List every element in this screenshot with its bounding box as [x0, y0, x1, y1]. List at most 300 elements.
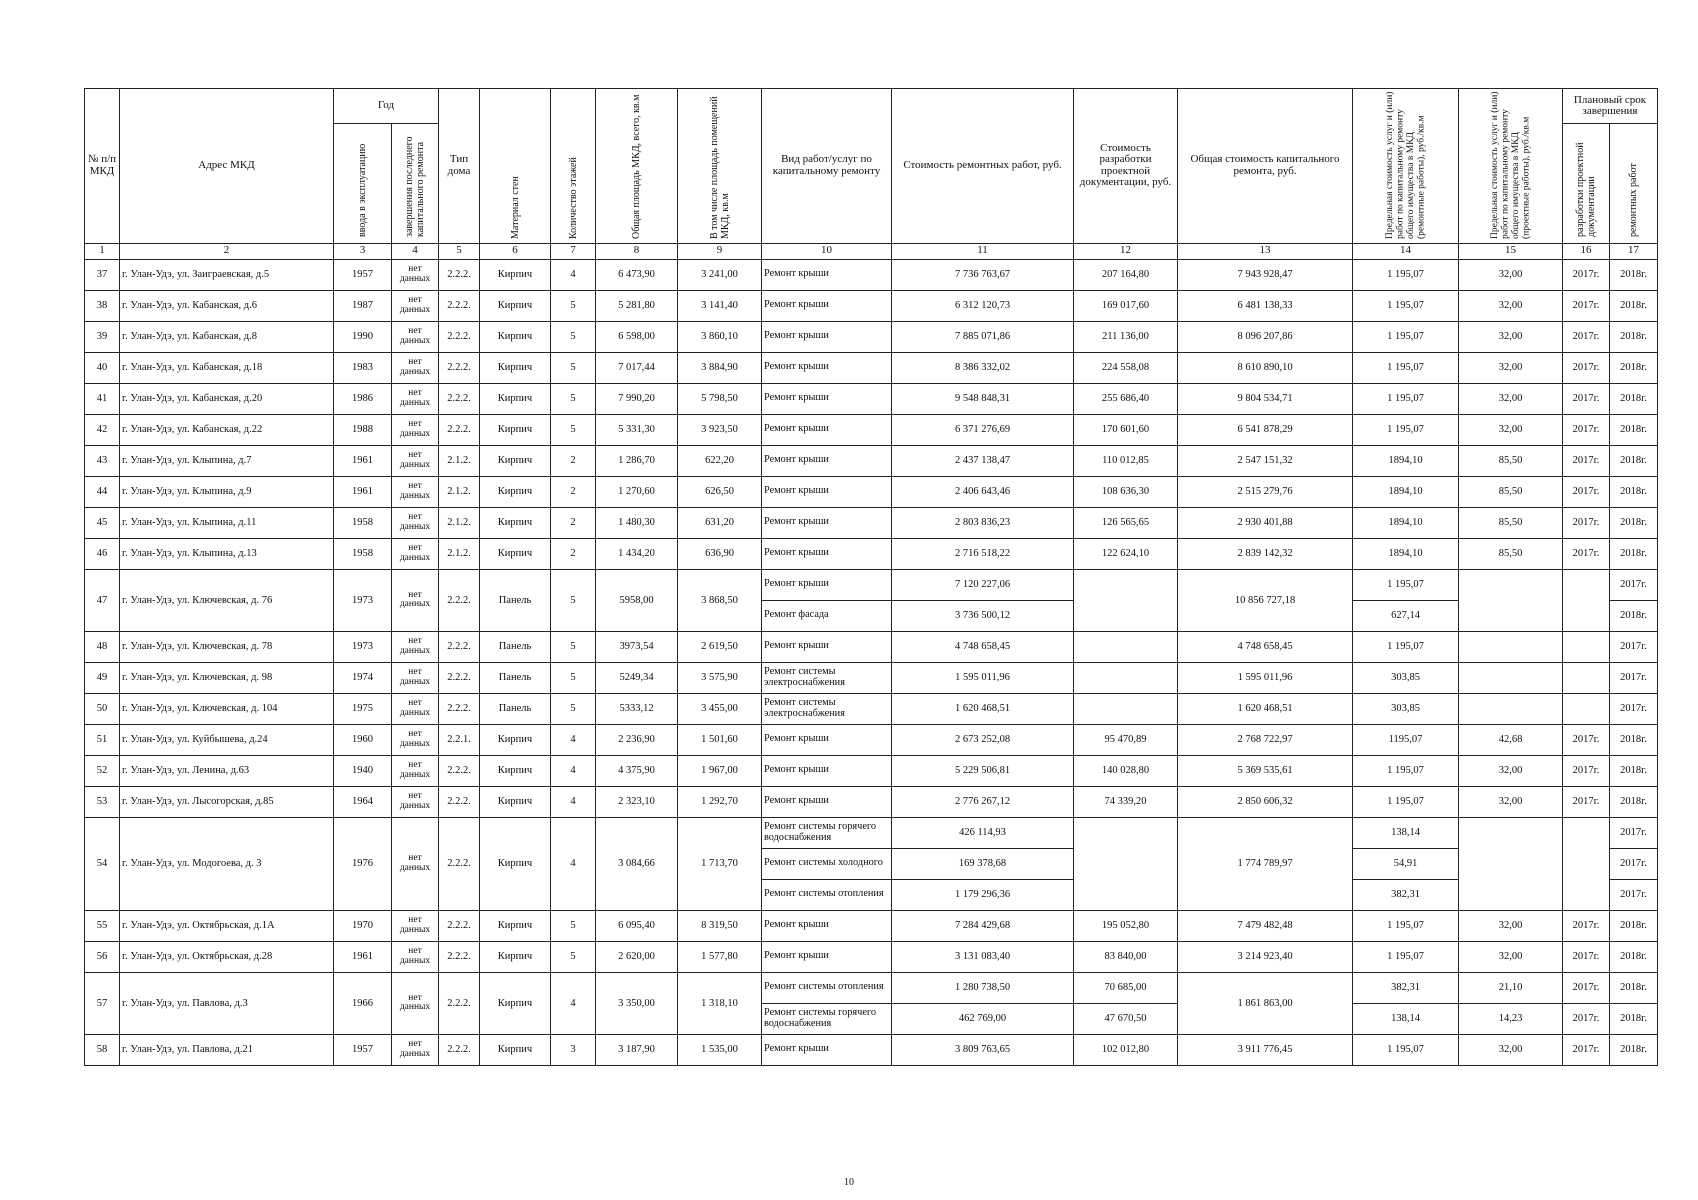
repair-cost-cell: 462 769,00	[892, 1003, 1074, 1034]
design-cost-cell: 110 012,85	[1074, 445, 1178, 476]
column-number: 1	[85, 243, 120, 259]
premises-area-cell: 1 501,60	[678, 724, 762, 755]
plan-design-cell	[1563, 662, 1610, 693]
row-number: 53	[85, 786, 120, 817]
row-number: 56	[85, 941, 120, 972]
design-cost-cell: 170 601,60	[1074, 414, 1178, 445]
repair-cost-cell: 426 114,93	[892, 817, 1074, 848]
column-number: 17	[1610, 243, 1658, 259]
house-type-cell: 2.2.2.	[439, 786, 480, 817]
header-plan-design: разработки проектной документации	[1575, 142, 1597, 237]
year-last-repair-cell: нет данных	[392, 817, 439, 910]
limit-design-cell	[1459, 662, 1563, 693]
plan-design-cell: 2017г.	[1563, 910, 1610, 941]
limit-repair-cell: 138,14	[1353, 817, 1459, 848]
header-premises-area: В том числе площадь помещений МКД, кв.м	[708, 96, 731, 239]
work-type-cell: Ремонт крыши	[762, 724, 892, 755]
wall-material-cell: Панель	[480, 693, 551, 724]
work-type-cell: Ремонт крыши	[762, 445, 892, 476]
repair-cost-cell: 2 716 518,22	[892, 538, 1074, 569]
total-cost-cell: 6 541 878,29	[1178, 414, 1353, 445]
table-row	[85, 755, 1658, 786]
total-area-cell: 3 350,00	[596, 972, 678, 1034]
design-cost-cell	[1074, 693, 1178, 724]
limit-repair-cell: 627,14	[1353, 600, 1459, 631]
year-last-repair-cell: нет данных	[392, 290, 439, 321]
plan-repair-cell: 2018г.	[1610, 259, 1658, 290]
limit-design-cell: 21,10	[1459, 972, 1563, 1003]
limit-repair-cell: 1 195,07	[1353, 910, 1459, 941]
premises-area-cell: 1 292,70	[678, 786, 762, 817]
floors-cell: 5	[551, 662, 596, 693]
row-number: 41	[85, 383, 120, 414]
address-cell: г. Улан-Удэ, ул. Октябрьская, д.1А	[120, 910, 334, 941]
plan-design-cell: 2017г.	[1563, 352, 1610, 383]
design-cost-cell: 126 565,65	[1074, 507, 1178, 538]
column-number: 14	[1353, 243, 1459, 259]
plan-repair-cell: 2018г.	[1610, 414, 1658, 445]
year-commission-cell: 1960	[334, 724, 392, 755]
plan-repair-cell: 2018г.	[1610, 1034, 1658, 1065]
floors-cell: 5	[551, 569, 596, 631]
premises-area-cell: 622,20	[678, 445, 762, 476]
work-type-cell: Ремонт крыши	[762, 259, 892, 290]
address-cell: г. Улан-Удэ, ул. Ключевская, д. 78	[120, 631, 334, 662]
plan-design-cell	[1563, 693, 1610, 724]
row-number: 51	[85, 724, 120, 755]
table-row	[85, 693, 1658, 724]
table-row	[85, 1034, 1658, 1065]
premises-area-cell: 3 860,10	[678, 321, 762, 352]
house-type-cell: 2.2.2.	[439, 662, 480, 693]
row-number: 54	[85, 817, 120, 910]
plan-design-cell: 2017г.	[1563, 507, 1610, 538]
year-commission-cell: 1983	[334, 352, 392, 383]
work-type-cell: Ремонт крыши	[762, 383, 892, 414]
table-row	[85, 445, 1658, 476]
year-last-repair-cell: нет данных	[392, 631, 439, 662]
house-type-cell: 2.2.2.	[439, 755, 480, 786]
header-year-commission: ввода в эксплуатацию	[357, 143, 368, 237]
header-repair-cost: Стоимость ремонтных работ, руб.	[892, 89, 1074, 244]
premises-area-cell: 3 141,40	[678, 290, 762, 321]
repair-cost-cell: 1 595 011,96	[892, 662, 1074, 693]
wall-material-cell: Кирпич	[480, 1034, 551, 1065]
year-last-repair-cell: нет данных	[392, 414, 439, 445]
house-type-cell: 2.1.2.	[439, 445, 480, 476]
row-number: 37	[85, 259, 120, 290]
limit-repair-cell: 1 195,07	[1353, 290, 1459, 321]
table-row	[85, 414, 1658, 445]
address-cell: г. Улан-Удэ, ул. Клыпина, д.7	[120, 445, 334, 476]
header-work-type: Вид работ/услуг по капитальному ремонту	[762, 89, 892, 244]
repair-cost-cell: 1 179 296,36	[892, 879, 1074, 910]
limit-repair-cell: 1894,10	[1353, 538, 1459, 569]
limit-design-cell: 85,50	[1459, 538, 1563, 569]
address-cell: г. Улан-Удэ, ул. Кабанская, д.22	[120, 414, 334, 445]
address-cell: г. Улан-Удэ, ул. Клыпина, д.13	[120, 538, 334, 569]
total-cost-cell: 3 911 776,45	[1178, 1034, 1353, 1065]
house-type-cell: 2.2.2.	[439, 352, 480, 383]
header-plan-term: Плановый срок завершения	[1563, 89, 1658, 124]
wall-material-cell: Кирпич	[480, 383, 551, 414]
work-type-cell: Ремонт крыши	[762, 631, 892, 662]
limit-design-cell: 85,50	[1459, 507, 1563, 538]
house-type-cell: 2.2.2.	[439, 321, 480, 352]
floors-cell: 5	[551, 383, 596, 414]
limit-repair-cell: 382,31	[1353, 972, 1459, 1003]
year-commission-cell: 1988	[334, 414, 392, 445]
header-wall-material: Материал стен	[509, 176, 521, 239]
design-cost-cell: 169 017,60	[1074, 290, 1178, 321]
premises-area-cell: 1 535,00	[678, 1034, 762, 1065]
floors-cell: 5	[551, 352, 596, 383]
repair-cost-cell: 3 736 500,12	[892, 600, 1074, 631]
row-number: 49	[85, 662, 120, 693]
house-type-cell: 2.2.2.	[439, 383, 480, 414]
address-cell: г. Улан-Удэ, ул. Кабанская, д.18	[120, 352, 334, 383]
design-cost-cell	[1074, 817, 1178, 910]
year-last-repair-cell: нет данных	[392, 910, 439, 941]
column-number: 9	[678, 243, 762, 259]
year-last-repair-cell: нет данных	[392, 383, 439, 414]
row-number: 39	[85, 321, 120, 352]
wall-material-cell: Панель	[480, 662, 551, 693]
capital-repair-table	[84, 88, 1658, 1066]
total-area-cell: 3 084,66	[596, 817, 678, 910]
repair-cost-cell: 8 386 332,02	[892, 352, 1074, 383]
year-last-repair-cell: нет данных	[392, 1034, 439, 1065]
wall-material-cell: Кирпич	[480, 507, 551, 538]
floors-cell: 4	[551, 724, 596, 755]
wall-material-cell: Кирпич	[480, 290, 551, 321]
total-area-cell: 5 281,80	[596, 290, 678, 321]
year-commission-cell: 1987	[334, 290, 392, 321]
work-type-cell: Ремонт системы отопления	[762, 879, 892, 910]
total-area-cell: 1 286,70	[596, 445, 678, 476]
limit-repair-cell: 1 195,07	[1353, 321, 1459, 352]
year-commission-cell: 1961	[334, 445, 392, 476]
wall-material-cell: Панель	[480, 631, 551, 662]
work-type-cell: Ремонт крыши	[762, 476, 892, 507]
limit-design-cell	[1459, 569, 1563, 631]
design-cost-cell: 122 624,10	[1074, 538, 1178, 569]
wall-material-cell: Кирпич	[480, 476, 551, 507]
year-last-repair-cell: нет данных	[392, 352, 439, 383]
work-type-cell: Ремонт крыши	[762, 755, 892, 786]
limit-design-cell: 32,00	[1459, 321, 1563, 352]
total-cost-cell: 1 620 468,51	[1178, 693, 1353, 724]
total-cost-cell: 1 861 863,00	[1178, 972, 1353, 1034]
plan-design-cell: 2017г.	[1563, 445, 1610, 476]
plan-repair-cell: 2018г.	[1610, 290, 1658, 321]
house-type-cell: 2.2.2.	[439, 569, 480, 631]
floors-cell: 4	[551, 786, 596, 817]
row-number: 50	[85, 693, 120, 724]
floors-cell: 2	[551, 476, 596, 507]
table-row	[85, 383, 1658, 414]
year-commission-cell: 1958	[334, 538, 392, 569]
premises-area-cell: 1 577,80	[678, 941, 762, 972]
plan-repair-cell: 2018г.	[1610, 786, 1658, 817]
total-area-cell: 2 236,90	[596, 724, 678, 755]
year-commission-cell: 1957	[334, 1034, 392, 1065]
plan-repair-cell: 2018г.	[1610, 445, 1658, 476]
repair-cost-cell: 7 736 763,67	[892, 259, 1074, 290]
limit-repair-cell: 1 195,07	[1353, 755, 1459, 786]
column-number: 4	[392, 243, 439, 259]
year-last-repair-cell: нет данных	[392, 259, 439, 290]
total-cost-cell: 8 096 207,86	[1178, 321, 1353, 352]
work-type-cell: Ремонт крыши	[762, 941, 892, 972]
house-type-cell: 2.2.1.	[439, 724, 480, 755]
limit-design-cell	[1459, 693, 1563, 724]
premises-area-cell: 631,20	[678, 507, 762, 538]
plan-repair-cell: 2017г.	[1610, 848, 1658, 879]
plan-design-cell: 2017г.	[1563, 786, 1610, 817]
row-number: 58	[85, 1034, 120, 1065]
row-number: 47	[85, 569, 120, 631]
address-cell: г. Улан-Удэ, ул. Ключевская, д. 98	[120, 662, 334, 693]
row-number: 44	[85, 476, 120, 507]
work-type-cell: Ремонт крыши	[762, 538, 892, 569]
repair-cost-cell: 2 776 267,12	[892, 786, 1074, 817]
year-commission-cell: 1986	[334, 383, 392, 414]
limit-repair-cell: 1 195,07	[1353, 259, 1459, 290]
total-cost-cell: 6 481 138,33	[1178, 290, 1353, 321]
limit-design-cell: 32,00	[1459, 352, 1563, 383]
limit-design-cell: 85,50	[1459, 445, 1563, 476]
plan-repair-cell: 2017г.	[1610, 569, 1658, 600]
plan-repair-cell: 2017г.	[1610, 631, 1658, 662]
address-cell: г. Улан-Удэ, ул. Клыпина, д.9	[120, 476, 334, 507]
plan-design-cell: 2017г.	[1563, 321, 1610, 352]
header-limit-repair: Предельная стоимость услуг и (или) работ по капитальному ремонту общего имущества в МКД (ремонтные работы), руб./кв.м	[1384, 91, 1426, 239]
year-last-repair-cell: нет данных	[392, 538, 439, 569]
address-cell: г. Улан-Удэ, ул. Лысогорская, д.85	[120, 786, 334, 817]
premises-area-cell: 3 923,50	[678, 414, 762, 445]
address-cell: г. Улан-Удэ, ул. Кабанская, д.8	[120, 321, 334, 352]
premises-area-cell: 3 884,90	[678, 352, 762, 383]
address-cell: г. Улан-Удэ, ул. Кабанская, д.20	[120, 383, 334, 414]
limit-design-cell: 85,50	[1459, 476, 1563, 507]
repair-cost-cell: 2 673 252,08	[892, 724, 1074, 755]
wall-material-cell: Кирпич	[480, 755, 551, 786]
year-commission-cell: 1973	[334, 569, 392, 631]
plan-repair-cell: 2017г.	[1610, 693, 1658, 724]
year-commission-cell: 1964	[334, 786, 392, 817]
floors-cell: 5	[551, 910, 596, 941]
wall-material-cell: Кирпич	[480, 445, 551, 476]
table-row	[85, 786, 1658, 817]
year-last-repair-cell: нет данных	[392, 724, 439, 755]
repair-cost-cell: 169 378,68	[892, 848, 1074, 879]
address-cell: г. Улан-Удэ, ул. Ключевская, д. 104	[120, 693, 334, 724]
row-number: 48	[85, 631, 120, 662]
column-number: 11	[892, 243, 1074, 259]
wall-material-cell: Кирпич	[480, 941, 551, 972]
address-cell: г. Улан-Удэ, ул. Куйбышева, д.24	[120, 724, 334, 755]
wall-material-cell: Кирпич	[480, 259, 551, 290]
plan-repair-cell: 2018г.	[1610, 1003, 1658, 1034]
row-number: 43	[85, 445, 120, 476]
header-house-type: Тип дома	[439, 89, 480, 244]
wall-material-cell: Кирпич	[480, 321, 551, 352]
row-number: 42	[85, 414, 120, 445]
header-address: Адрес МКД	[120, 89, 334, 244]
house-type-cell: 2.2.2.	[439, 1034, 480, 1065]
column-number: 15	[1459, 243, 1563, 259]
house-type-cell: 2.2.2.	[439, 631, 480, 662]
header-total-cost: Общая стоимость капитального ремонта, руб.	[1178, 89, 1353, 244]
limit-repair-cell: 138,14	[1353, 1003, 1459, 1034]
limit-repair-cell: 1 195,07	[1353, 569, 1459, 600]
house-type-cell: 2.2.2.	[439, 972, 480, 1034]
total-cost-cell: 9 804 534,71	[1178, 383, 1353, 414]
header-plan-repair: ремонтных работ	[1628, 162, 1639, 237]
design-cost-cell: 195 052,80	[1074, 910, 1178, 941]
table-row	[85, 972, 1658, 1003]
year-commission-cell: 1940	[334, 755, 392, 786]
total-cost-cell: 7 479 482,48	[1178, 910, 1353, 941]
year-commission-cell: 1976	[334, 817, 392, 910]
floors-cell: 3	[551, 1034, 596, 1065]
year-last-repair-cell: нет данных	[392, 476, 439, 507]
premises-area-cell: 3 241,00	[678, 259, 762, 290]
table-row	[85, 352, 1658, 383]
year-commission-cell: 1974	[334, 662, 392, 693]
work-type-cell: Ремонт системы горячего водоснабжения	[762, 817, 892, 848]
address-cell: г. Улан-Удэ, ул. Павлова, д.21	[120, 1034, 334, 1065]
design-cost-cell: 74 339,20	[1074, 786, 1178, 817]
premises-area-cell: 5 798,50	[678, 383, 762, 414]
address-cell: г. Улан-Удэ, ул. Клыпина, д.11	[120, 507, 334, 538]
repair-cost-cell: 7 885 071,86	[892, 321, 1074, 352]
header-year: Год	[334, 89, 439, 124]
limit-repair-cell: 1 195,07	[1353, 941, 1459, 972]
plan-design-cell: 2017г.	[1563, 755, 1610, 786]
wall-material-cell: Кирпич	[480, 786, 551, 817]
repair-cost-cell: 3 809 763,65	[892, 1034, 1074, 1065]
premises-area-cell: 1 713,70	[678, 817, 762, 910]
year-last-repair-cell: нет данных	[392, 693, 439, 724]
work-type-cell: Ремонт крыши	[762, 569, 892, 600]
house-type-cell: 2.1.2.	[439, 538, 480, 569]
page-number: 10	[844, 1177, 854, 1188]
year-last-repair-cell: нет данных	[392, 755, 439, 786]
table-row	[85, 631, 1658, 662]
column-number: 2	[120, 243, 334, 259]
total-area-cell: 1 434,20	[596, 538, 678, 569]
plan-repair-cell: 2018г.	[1610, 724, 1658, 755]
address-cell: г. Улан-Удэ, ул. Ленина, д.63	[120, 755, 334, 786]
design-cost-cell: 255 686,40	[1074, 383, 1178, 414]
plan-repair-cell: 2017г.	[1610, 662, 1658, 693]
house-type-cell: 2.2.2.	[439, 941, 480, 972]
plan-design-cell: 2017г.	[1563, 259, 1610, 290]
limit-repair-cell: 1894,10	[1353, 507, 1459, 538]
wall-material-cell: Кирпич	[480, 817, 551, 910]
total-cost-cell: 2 515 279,76	[1178, 476, 1353, 507]
limit-repair-cell: 303,85	[1353, 693, 1459, 724]
design-cost-cell	[1074, 569, 1178, 631]
total-area-cell: 1 270,60	[596, 476, 678, 507]
limit-repair-cell: 382,31	[1353, 879, 1459, 910]
header-year-last-repair: завершения последнего капитального ремонта	[404, 136, 426, 237]
total-area-cell: 5 331,30	[596, 414, 678, 445]
design-cost-cell: 47 670,50	[1074, 1003, 1178, 1034]
plan-repair-cell: 2018г.	[1610, 600, 1658, 631]
wall-material-cell: Кирпич	[480, 352, 551, 383]
repair-cost-cell: 2 406 643,46	[892, 476, 1074, 507]
floors-cell: 4	[551, 972, 596, 1034]
plan-design-cell: 2017г.	[1563, 476, 1610, 507]
design-cost-cell: 211 136,00	[1074, 321, 1178, 352]
address-cell: г. Улан-Удэ, ул. Ключевская, д. 76	[120, 569, 334, 631]
repair-cost-cell: 7 120 227,06	[892, 569, 1074, 600]
limit-repair-cell: 1 195,07	[1353, 786, 1459, 817]
design-cost-cell: 140 028,80	[1074, 755, 1178, 786]
premises-area-cell: 2 619,50	[678, 631, 762, 662]
table-row	[85, 290, 1658, 321]
house-type-cell: 2.2.2.	[439, 259, 480, 290]
total-cost-cell: 10 856 727,18	[1178, 569, 1353, 631]
total-cost-cell: 4 748 658,45	[1178, 631, 1353, 662]
total-area-cell: 4 375,90	[596, 755, 678, 786]
year-last-repair-cell: нет данных	[392, 445, 439, 476]
limit-design-cell: 32,00	[1459, 290, 1563, 321]
table-row	[85, 724, 1658, 755]
total-area-cell: 2 323,10	[596, 786, 678, 817]
repair-cost-cell: 3 131 083,40	[892, 941, 1074, 972]
limit-repair-cell: 303,85	[1353, 662, 1459, 693]
row-number: 38	[85, 290, 120, 321]
row-number: 57	[85, 972, 120, 1034]
limit-design-cell: 32,00	[1459, 755, 1563, 786]
plan-design-cell: 2017г.	[1563, 414, 1610, 445]
total-area-cell: 7 990,20	[596, 383, 678, 414]
floors-cell: 2	[551, 445, 596, 476]
wall-material-cell: Кирпич	[480, 414, 551, 445]
plan-design-cell: 2017г.	[1563, 724, 1610, 755]
work-type-cell: Ремонт крыши	[762, 290, 892, 321]
column-number: 3	[334, 243, 392, 259]
wall-material-cell: Кирпич	[480, 724, 551, 755]
plan-repair-cell: 2018г.	[1610, 352, 1658, 383]
year-last-repair-cell: нет данных	[392, 941, 439, 972]
design-cost-cell: 102 012,80	[1074, 1034, 1178, 1065]
total-cost-cell: 2 768 722,97	[1178, 724, 1353, 755]
year-last-repair-cell: нет данных	[392, 507, 439, 538]
plan-design-cell: 2017г.	[1563, 1034, 1610, 1065]
total-area-cell: 1 480,30	[596, 507, 678, 538]
plan-design-cell: 2017г.	[1563, 1003, 1610, 1034]
work-type-cell: Ремонт крыши	[762, 786, 892, 817]
table-row	[85, 941, 1658, 972]
table-row	[85, 476, 1658, 507]
table-row	[85, 662, 1658, 693]
limit-repair-cell: 1 195,07	[1353, 352, 1459, 383]
repair-cost-cell: 2 803 836,23	[892, 507, 1074, 538]
total-area-cell: 5333,12	[596, 693, 678, 724]
plan-design-cell	[1563, 817, 1610, 910]
address-cell: г. Улан-Удэ, ул. Модогоева, д. 3	[120, 817, 334, 910]
table-row	[85, 910, 1658, 941]
row-number: 55	[85, 910, 120, 941]
limit-design-cell: 32,00	[1459, 414, 1563, 445]
work-type-cell: Ремонт системы электроснабжения	[762, 662, 892, 693]
plan-repair-cell: 2018г.	[1610, 972, 1658, 1003]
